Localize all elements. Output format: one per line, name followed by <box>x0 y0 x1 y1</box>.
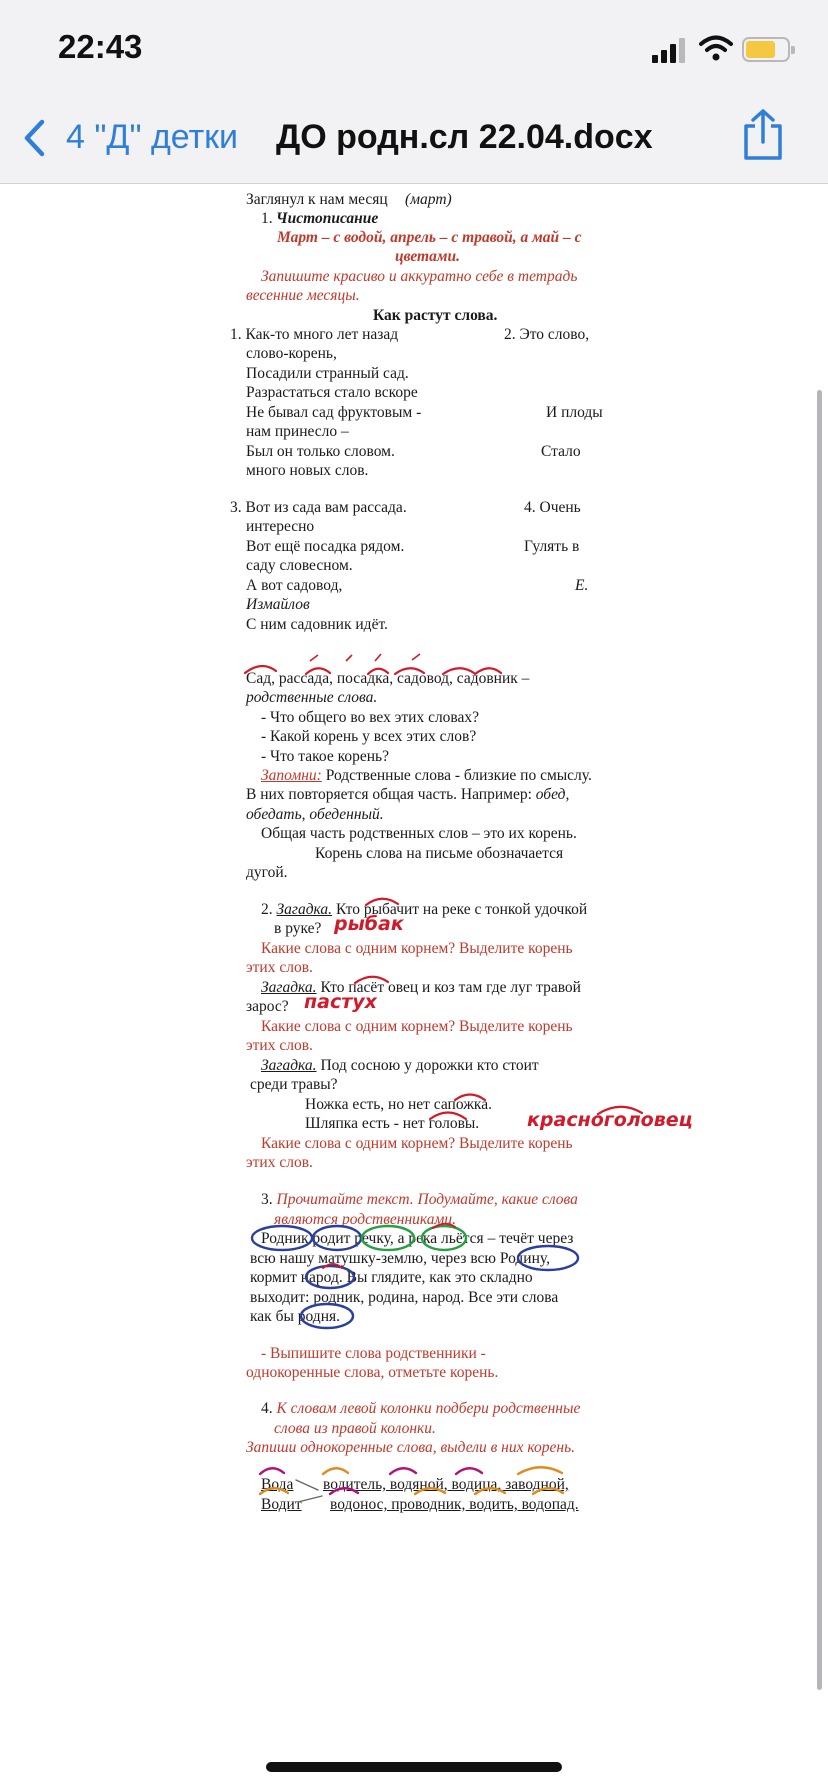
text-line: 1. Как-то много лет назад <box>230 326 399 343</box>
text-line: Стало <box>541 443 581 460</box>
text-line: среди травы? <box>250 1076 338 1093</box>
list-number: 1. <box>261 210 273 227</box>
riddle-label: Загадка. <box>276 901 333 918</box>
text-line <box>261 766 592 785</box>
question-line: - Что общего во вех этих словах? <box>261 709 480 726</box>
text-line: Какие слова с одним корнем? Выделите корень <box>261 1135 573 1152</box>
text-line: Был он только словом. <box>246 443 395 460</box>
text-line: слово-корень, <box>246 345 337 362</box>
text-line <box>261 1399 580 1418</box>
wifi-icon <box>699 34 733 62</box>
text-line: Не бывал сад фруктовым - <box>246 404 422 421</box>
text-line: 2. Это слово, <box>504 326 590 343</box>
text-line: кормит народ. Вы глядите, как это складно <box>250 1269 533 1286</box>
text-line: Родник родит речку, а река льётся – течёт через <box>261 1230 574 1247</box>
text-line: весенние месяцы. <box>246 287 360 304</box>
text-line: Сад, рассада, посадка, садовод, садовник – <box>246 670 530 687</box>
text-line <box>246 785 569 804</box>
text-line: 3. Вот из сада вам рассада. <box>230 499 407 516</box>
text-line: выходит: родник, родина, народ. Все эти слова <box>250 1289 559 1306</box>
text-line: слова из правой колонки. <box>274 1420 436 1437</box>
text-line: Е. <box>575 577 589 594</box>
text-span: Кто рыбачит на реке с тонкой удочкой <box>332 901 588 918</box>
text-line: родственные слова. <box>246 689 378 706</box>
text-line: А вот садовод, <box>246 577 343 594</box>
text-line: обедать, обеденный. <box>246 806 384 823</box>
text-line: интересно <box>246 518 315 535</box>
text-line: зарос? <box>246 998 289 1015</box>
text-line: Какие слова с одним корнем? Выделите корень <box>261 1018 573 1035</box>
section-heading: Чистописание <box>276 210 379 227</box>
text-line: Заглянул к нам месяц <box>246 191 388 208</box>
poem-title: Как растут слова. <box>373 307 498 324</box>
text-span: обед, <box>535 786 570 803</box>
scrollbar[interactable] <box>817 390 822 1690</box>
text-line: Корень слова на письме обозначается <box>315 845 564 862</box>
back-button[interactable]: 4 "Д" детки <box>66 118 239 156</box>
text-line: Март – с водой, апрель – с травой, а май – с <box>277 229 582 246</box>
top-bar <box>0 0 828 184</box>
text-line: Шляпка есть - нет головы. <box>305 1115 480 1132</box>
text-line: Общая часть родственных слов – это их корень. <box>261 825 577 842</box>
battery-icon <box>742 37 790 62</box>
text-span: Кто пасёт овец и коз там где луг травой <box>316 979 581 996</box>
handwritten-answer: рыбак <box>334 913 404 935</box>
text-line: С ним садовник идёт. <box>246 616 388 633</box>
text-line: много новых слов. <box>246 462 369 479</box>
text-line: дугой. <box>246 864 288 881</box>
text-line: Разрастаться стало вскоре <box>246 384 418 401</box>
text-line: нам принесло – <box>246 423 349 440</box>
text-line: (март) <box>405 191 452 208</box>
text-line: 4. Очень <box>524 499 581 516</box>
right-column-words: водонос, проводник, водить, водопад. <box>330 1496 579 1513</box>
text-line <box>261 1190 578 1209</box>
list-number: 3. <box>261 1191 277 1208</box>
home-indicator[interactable] <box>266 1762 562 1772</box>
riddle-label: Загадка. <box>261 979 317 996</box>
text-line: в руке? <box>274 920 322 937</box>
left-column-word: Водит <box>261 1496 302 1513</box>
text-line: этих слов. <box>246 959 313 976</box>
text-line: Запиши однокоренные слова, выдели в них корень. <box>246 1439 576 1456</box>
back-chevron-icon[interactable] <box>22 118 48 158</box>
text-line <box>261 1056 539 1075</box>
text-line: Какие слова с одним корнем? Выделите корень <box>261 940 573 957</box>
text-line: - Выпишите слова родственники - <box>261 1345 486 1362</box>
text-line: Запишите красиво и аккуратно себе в тетрадь <box>261 268 578 285</box>
cellular-signal-icon <box>652 37 688 63</box>
remember-label: Запомни: <box>261 767 322 784</box>
document-title: ДО родн.сл 22.04.docx <box>276 118 653 156</box>
list-number: 4. <box>261 1400 277 1417</box>
share-icon[interactable] <box>741 108 785 162</box>
text-line: Ножка есть, но нет сапожка. <box>305 1096 492 1113</box>
text-line <box>261 900 587 919</box>
list-number: 2. <box>261 901 277 918</box>
text-line: этих слов. <box>246 1037 313 1054</box>
text-line: однокоренные слова, отметьте корень. <box>246 1364 499 1381</box>
text-span: Под сосною у дорожки кто стоит <box>316 1057 539 1074</box>
text-line: как бы родня. <box>250 1308 340 1325</box>
text-line: этих слов. <box>246 1154 313 1171</box>
riddle-label: Загадка. <box>261 1057 317 1074</box>
text-span: К словам левой колонки подбери родственные <box>276 1400 581 1417</box>
text-span: В них повторяется общая часть. Например: <box>246 786 536 803</box>
question-line: - Какой корень у всех этих слов? <box>261 728 477 745</box>
right-column-words: водитель, водяной, водица, заводной, <box>323 1476 569 1493</box>
handwritten-answer: красноголовец <box>527 1109 693 1131</box>
question-line: - Что такое корень? <box>261 748 389 765</box>
text-span: Прочитайте текст. Подумайте, какие слова <box>276 1191 578 1208</box>
text-line: Гулять в <box>524 538 580 555</box>
text-line: Посадили странный сад. <box>246 365 409 382</box>
text-line: Вот ещё посадка рядом. <box>246 538 405 555</box>
text-line: всю нашу матушку-землю, через всю Родину, <box>250 1250 550 1267</box>
document-page[interactable] <box>0 184 828 1744</box>
status-time: 22:43 <box>58 28 143 65</box>
handwritten-answer: пастух <box>304 991 377 1013</box>
text-line: Измайлов <box>246 596 310 613</box>
text-line: являются родственниками. <box>274 1211 457 1228</box>
left-column-word: Вода <box>261 1476 294 1493</box>
text-line: саду словесном. <box>246 557 353 574</box>
text-line: И плоды <box>546 404 603 421</box>
text-span: Родственные слова - близкие по смыслу. <box>321 767 592 784</box>
text-line: цветами. <box>395 248 460 265</box>
